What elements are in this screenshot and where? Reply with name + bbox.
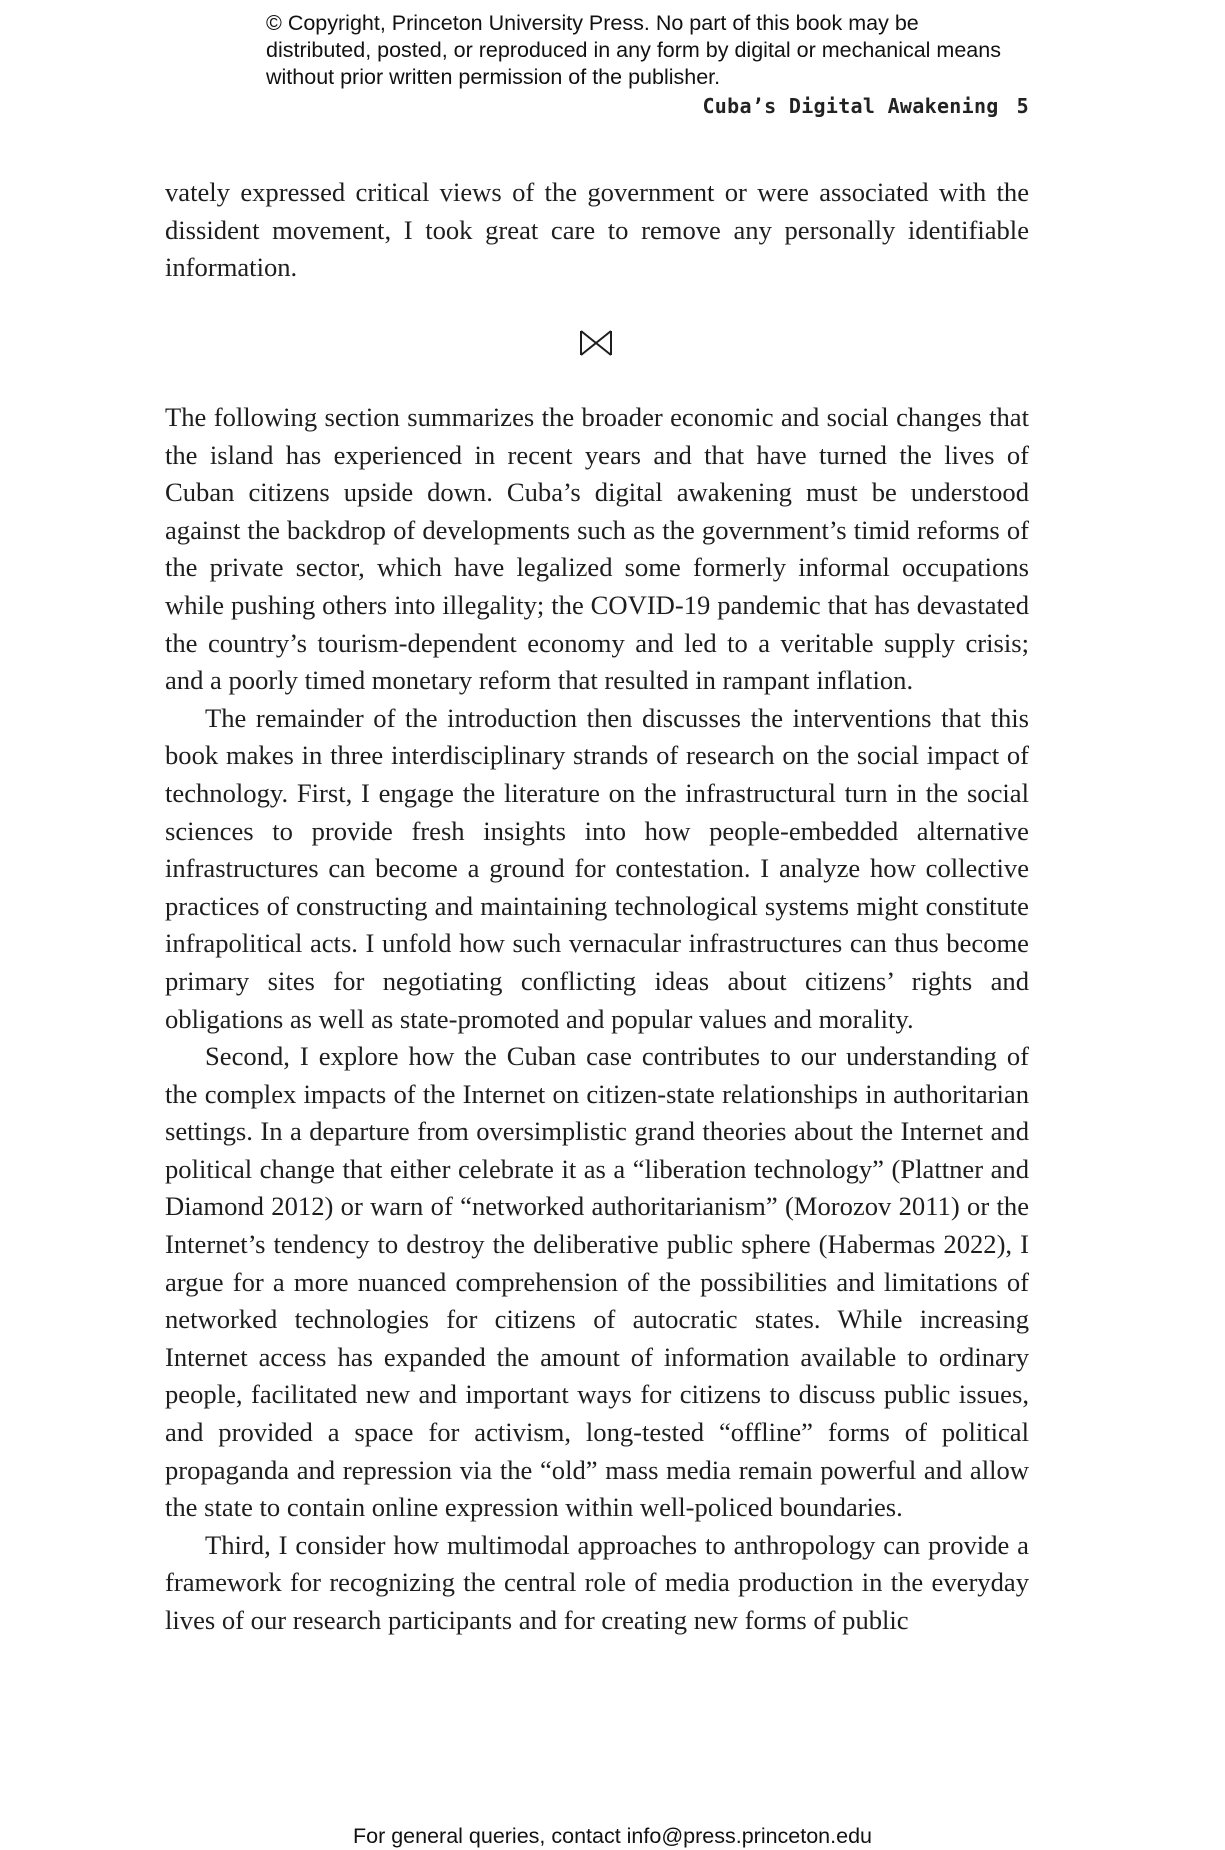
paragraph-third-strand: Third, I consider how multimodal approaches to anthropology can provide a framework for recognizing the central role of media production in the everyday lives of our research participants and for creating new forms of public (165, 1529, 1029, 1635)
copyright-notice: © Copyright, Princeton University Press. No part of this book may be distributed, posted, or reproduced in any form by digital or mechanical means without prior written permission of the publisher. (266, 11, 1001, 89)
page-number: 5 (1016, 94, 1029, 118)
paragraph-continued: vately expressed critical views of the government or were associated with the dissident movement, I took great care to remove any personally identifiable information. (165, 177, 1029, 283)
paragraph-interventions: The remainder of the introduction then discusses the interventions that this book makes in three interdisciplinary strands of research on the social impact of technology. First, I engage the literature on the infrastructural turn in the social sciences to provide fresh insights into how people-embedded alternative infrastructures can become a ground for contestation. I analyze how collective practices of constructing and maintaining technological systems might constitute infrapolitical acts. I unfold how such vernacular infrastructures can thus become primary sites for negotiating conflicting ideas about citizens’ rights and obligations as well as state-promoted and popular values and morality. (165, 702, 1029, 1034)
main-text-block (165, 399, 1029, 1640)
paragraph-section-summary: The following section summarizes the broader economic and social changes that the island has experienced in recent years and that have turned the lives of Cuban citizens upside down. Cuba’s digital awakening must be understood against the backdrop of developments such as the government’s timid reforms of the private sector, which have legalized some formerly informal occupations while pushing others into illegality; the COVID-19 pandemic that has devastated the country’s tourism-dependent economy and led to a veritable supply crisis; and a poorly timed monetary reform that resulted in rampant inflation. (165, 402, 1029, 696)
bowtie-ornament-icon (578, 328, 614, 358)
running-head (702, 94, 1029, 118)
running-head-title: Cuba’s Digital Awakening (702, 94, 999, 118)
paragraph-second-strand: Second, I explore how the Cuban case contributes to our understanding of the complex impacts of the Internet on citizen-state relationships in authoritarian settings. In a departure from oversimplistic grand theories about the Internet and political change that either celebrate it as a “liberation technology” (Plattner and Diamond 2012) or warn of “networked authoritarianism” (Morozov 2011) or the Internet’s tendency to destroy the deliberative public sphere (Habermas 2022), I argue for a more nuanced comprehension of the possibilities and limitations of networked technologies for citizens of autocratic states. While increasing Internet access has expanded the amount of information available to ordinary people, facilitated new and important ways for citizens to discuss public issues, and provided a space for activism, long-tested “offline” forms of political propaganda and repression via the “old” mass media remain powerful and allow the state to contain online expression within well-policed boundaries. (165, 1041, 1029, 1523)
continued-text-block (165, 174, 1029, 287)
footer-contact: For general queries, contact info@press.princeton.edu (352, 1824, 872, 1848)
